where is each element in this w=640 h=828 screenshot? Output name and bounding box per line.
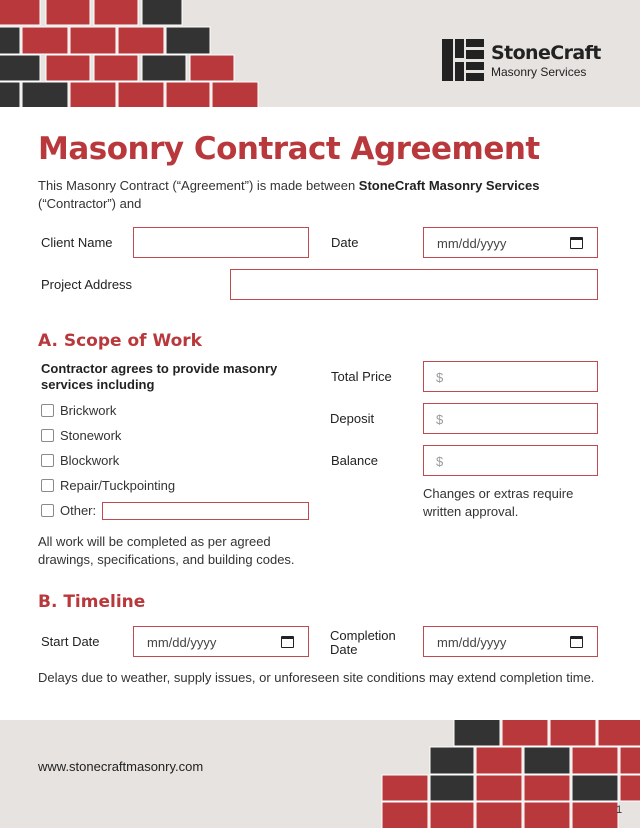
- page-number: 1: [616, 804, 623, 816]
- completion-date-label-line2: Date: [330, 642, 358, 657]
- checkbox-icon[interactable]: [41, 454, 54, 467]
- footer-band: [0, 720, 640, 828]
- option-label: Repair/Tuckpointing: [60, 478, 176, 493]
- checkbox-icon[interactable]: [41, 404, 54, 417]
- option-label: Blockwork: [60, 453, 120, 468]
- calendar-icon[interactable]: [281, 636, 294, 648]
- calendar-icon[interactable]: [570, 237, 583, 249]
- option-label: Other:: [60, 503, 97, 518]
- brand-tagline: Masonry Services: [491, 64, 587, 79]
- option-label: Brickwork: [60, 403, 117, 418]
- scope-subheading: Contractor agrees to provide masonry services including: [41, 361, 278, 392]
- currency-symbol: $: [436, 454, 444, 469]
- client-name-label: Client Name: [41, 235, 113, 250]
- completion-date-label: [330, 629, 396, 657]
- date-placeholder: mm/dd/yyyy: [147, 635, 217, 650]
- balance-field[interactable]: [423, 445, 598, 476]
- intro-party: StoneCraft Masonry Services: [358, 178, 540, 193]
- timeline-note: Delays due to weather, supply issues, or unforeseen site conditions may extend completion time.: [38, 670, 595, 685]
- client-name-field[interactable]: [133, 227, 309, 258]
- option-stonework[interactable]: [41, 428, 121, 443]
- balance-label: Balance: [331, 453, 378, 468]
- option-label: Stonework: [60, 428, 122, 443]
- total-price-label: Total Price: [331, 369, 392, 384]
- project-address-label: Project Address: [41, 277, 133, 292]
- checkbox-icon[interactable]: [41, 479, 54, 492]
- brand-name: StoneCraft: [491, 41, 601, 64]
- option-blockwork[interactable]: [41, 453, 119, 468]
- currency-symbol: $: [436, 412, 444, 427]
- start-date-field[interactable]: [133, 626, 309, 657]
- deposit-field[interactable]: [423, 403, 598, 434]
- currency-symbol: $: [436, 370, 444, 385]
- brick-pattern-decoration-bottom: [380, 720, 640, 828]
- date-label: Date: [331, 235, 359, 250]
- header-band: [0, 0, 640, 107]
- checkbox-icon[interactable]: [41, 429, 54, 442]
- intro-prefix: This Masonry Contract (“Agreement”) is made between: [38, 178, 359, 193]
- option-other[interactable]: [41, 503, 96, 518]
- intro-paragraph: [38, 177, 598, 213]
- page-title: Masonry Contract Agreement: [38, 131, 540, 167]
- option-repair-tuckpointing[interactable]: [41, 478, 175, 493]
- footer-website[interactable]: www.stonecraftmasonry.com: [38, 759, 204, 774]
- start-date-label: Start Date: [41, 634, 100, 649]
- brick-wall-logo-icon: [442, 39, 484, 81]
- brick-pattern-decoration-top: [0, 0, 260, 107]
- timeline-heading: B. Timeline: [38, 592, 146, 612]
- date-field[interactable]: [423, 227, 598, 258]
- date-placeholder: mm/dd/yyyy: [437, 236, 507, 251]
- intro-suffix: (“Contractor”) and: [38, 196, 142, 211]
- scope-heading: A. Scope of Work: [38, 331, 202, 351]
- pricing-note: Changes or extras require written approval.: [423, 486, 574, 519]
- brand-logo: [442, 39, 601, 81]
- option-brickwork[interactable]: [41, 403, 116, 418]
- date-placeholder: mm/dd/yyyy: [437, 635, 507, 650]
- other-input[interactable]: [102, 502, 309, 520]
- completion-date-label-line1: Completion: [330, 628, 396, 643]
- work-note: All work will be completed as per agreed drawings, specifications, and building codes.: [38, 534, 295, 567]
- total-price-field[interactable]: [423, 361, 598, 392]
- deposit-label: Deposit: [330, 411, 375, 426]
- checkbox-icon[interactable]: [41, 504, 54, 517]
- project-address-field[interactable]: [230, 269, 598, 300]
- calendar-icon[interactable]: [570, 636, 583, 648]
- completion-date-field[interactable]: [423, 626, 598, 657]
